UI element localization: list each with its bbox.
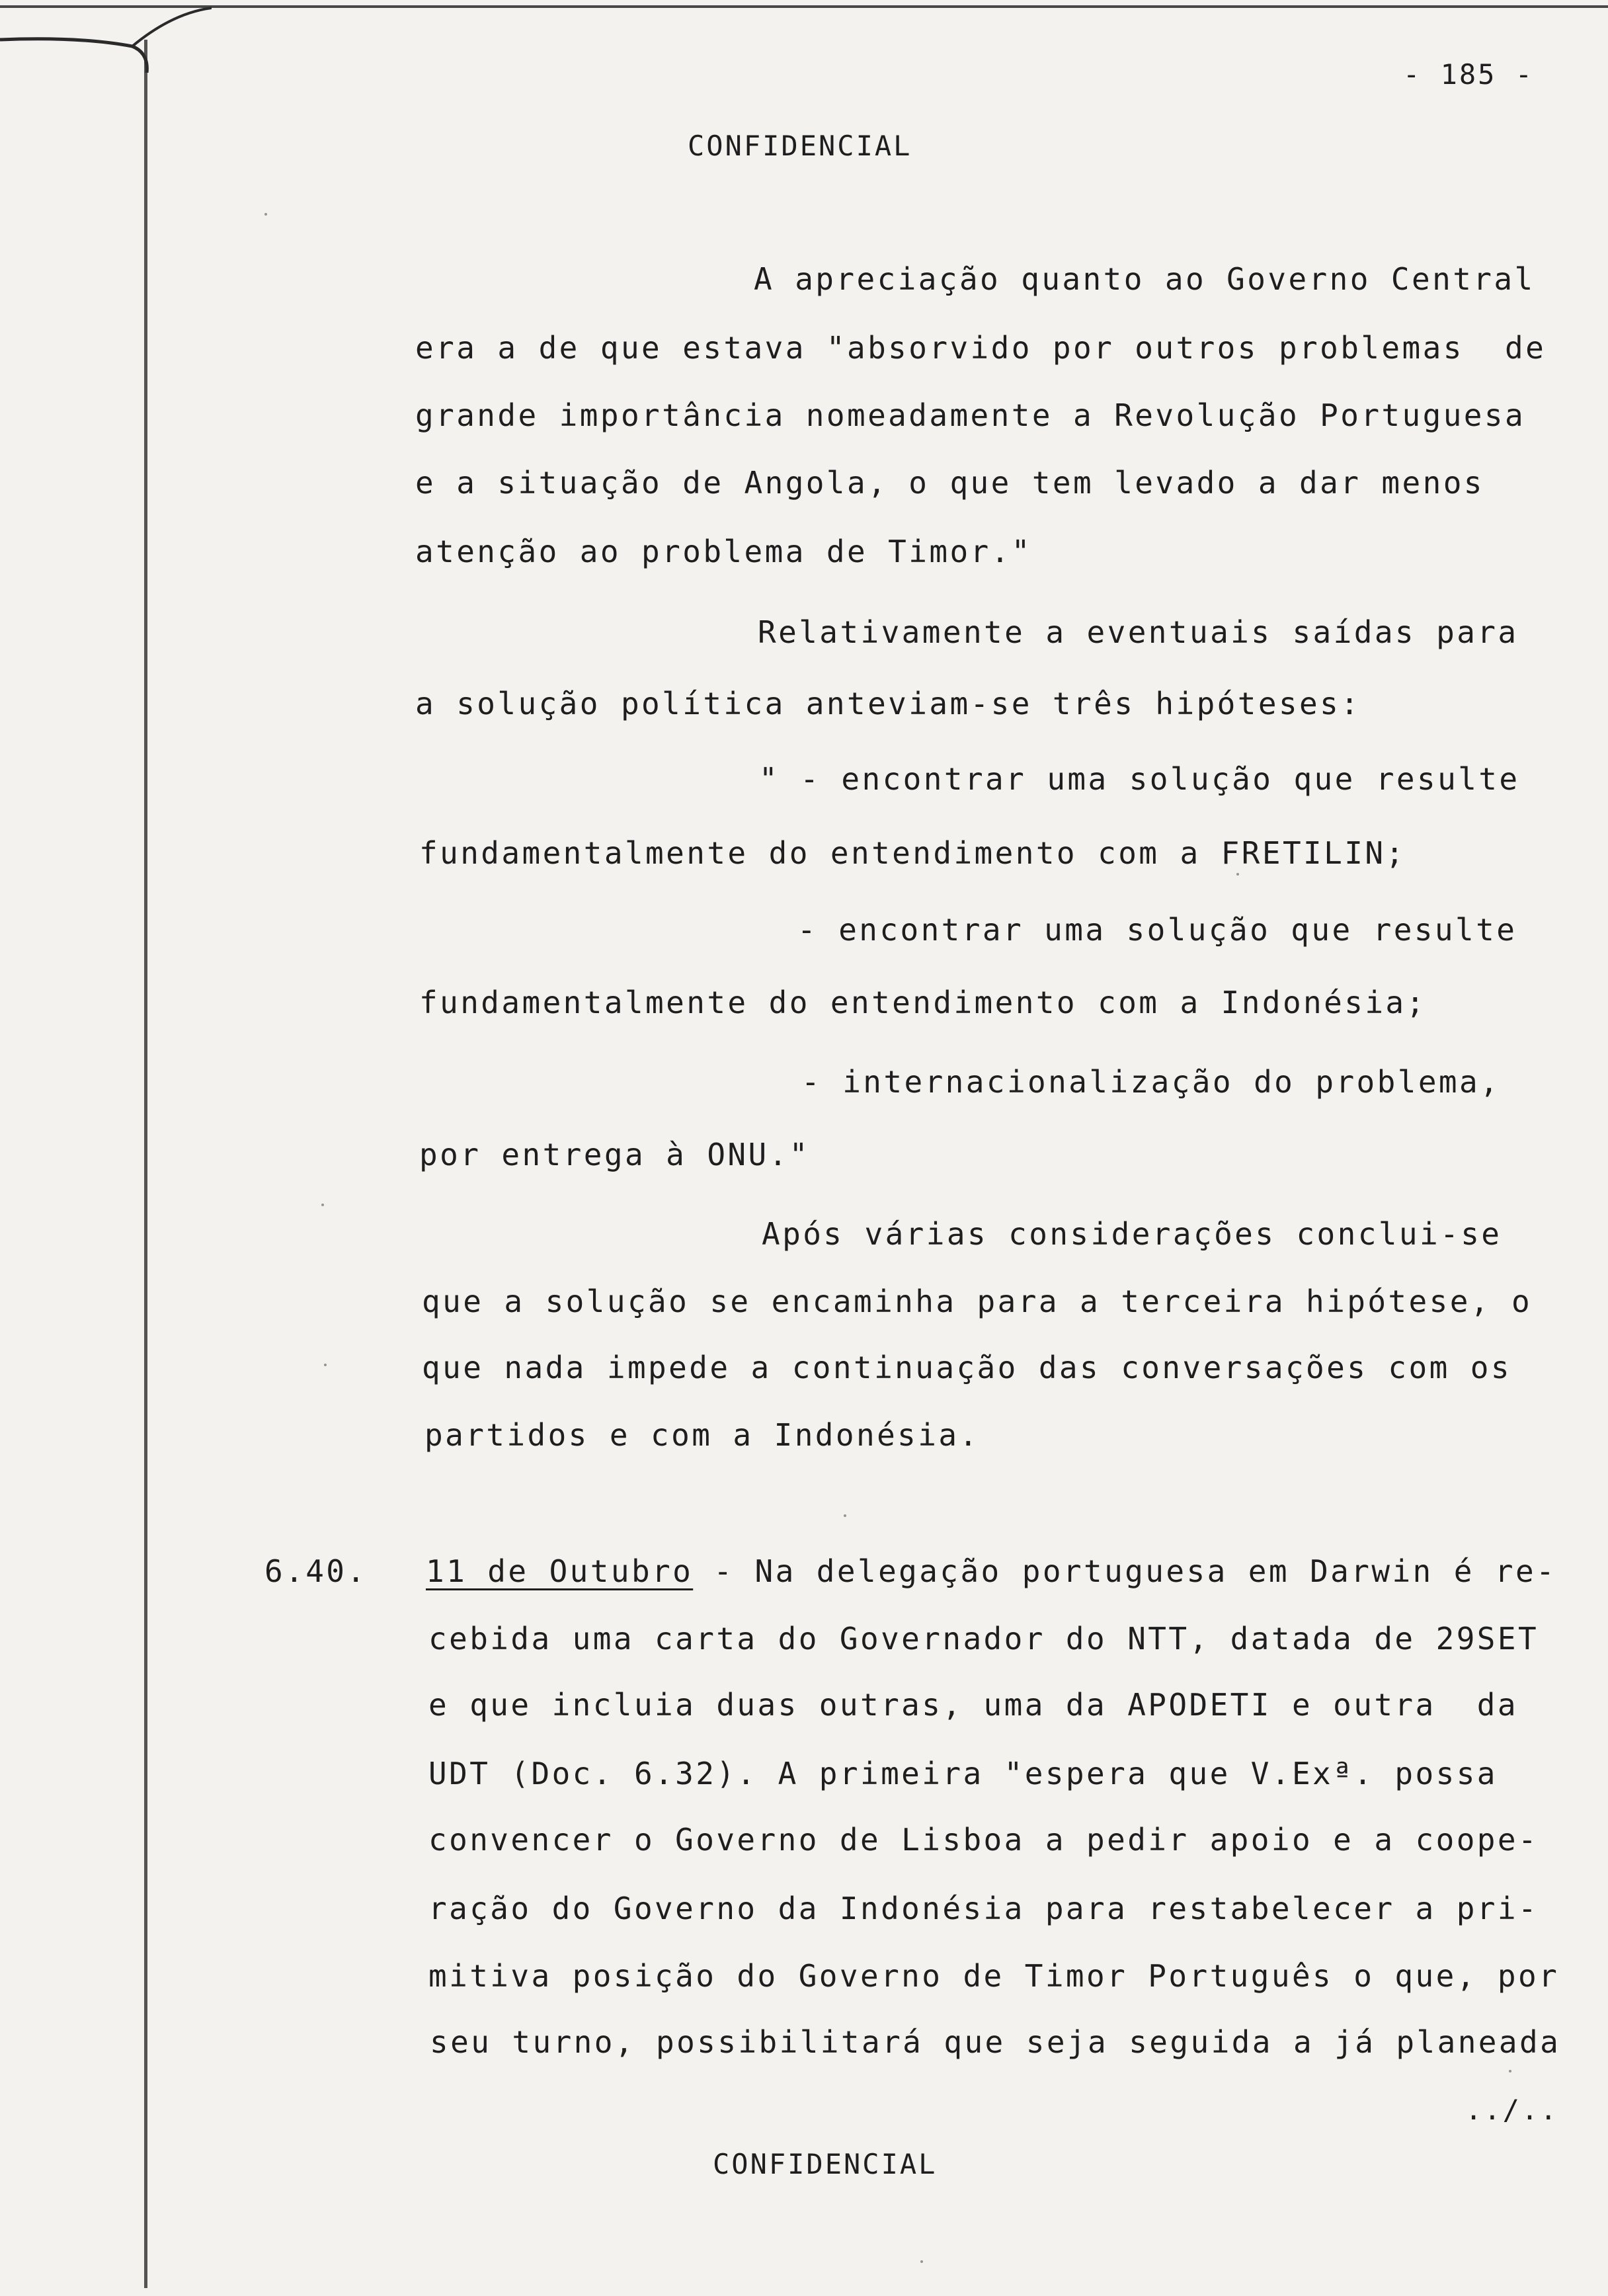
text-line: - encontrar uma solução que resulte bbox=[797, 912, 1517, 948]
section-number: 6.40. bbox=[264, 1553, 368, 1589]
binding-edge bbox=[144, 40, 147, 2288]
page-edge-curve bbox=[0, 0, 212, 73]
classification-top: CONFIDENCIAL bbox=[688, 130, 912, 162]
text-line: - internacionalização do problema, bbox=[801, 1064, 1501, 1100]
text-line: que a solução se encaminha para a terceira hipótese, o bbox=[422, 1284, 1533, 1319]
text-line: ração do Governo da Indonésia para restabelecer a pri- bbox=[428, 1891, 1539, 1926]
text-line: cebida uma carta do Governador do NTT, datada de 29SET bbox=[428, 1621, 1539, 1657]
text-line: fundamentalmente do entendimento com a FRETILIN; bbox=[419, 835, 1406, 871]
text-line: fundamentalmente do entendimento com a Indonésia; bbox=[419, 985, 1427, 1020]
scan-speck bbox=[920, 2260, 923, 2263]
scan-speck bbox=[1509, 2070, 1511, 2072]
text-line: e que incluia duas outras, uma da APODETI e outra da bbox=[428, 1687, 1518, 1723]
text-line: por entrega à ONU." bbox=[419, 1137, 810, 1172]
section-first-line bbox=[426, 1551, 1556, 1591]
scan-speck bbox=[264, 213, 267, 216]
text-line: partidos e com a Indonésia. bbox=[424, 1417, 980, 1453]
text-line: A apreciação quanto ao Governo Central bbox=[754, 261, 1535, 297]
scan-speck bbox=[321, 1204, 324, 1206]
text-line: atenção ao problema de Timor." bbox=[415, 534, 1032, 569]
section-first-line-rest: - Na delegação portuguesa em Darwin é re- bbox=[693, 1553, 1557, 1589]
page-number: - 185 - bbox=[1403, 58, 1535, 91]
text-line: que nada impede a continuação das conversações com os bbox=[422, 1350, 1511, 1385]
text-line: a solução política anteviam-se três hipóteses: bbox=[415, 686, 1361, 721]
scan-speck bbox=[844, 1514, 846, 1517]
top-edge-rule bbox=[0, 5, 1608, 8]
text-line: convencer o Governo de Lisboa a pedir apoio e a coope- bbox=[428, 1822, 1539, 1858]
text-line: e a situação de Angola, o que tem levado a dar menos bbox=[415, 465, 1484, 501]
continuation-mark: ../.. bbox=[1465, 2094, 1559, 2126]
text-line: Relativamente a eventuais saídas para bbox=[758, 614, 1519, 650]
text-line: era a de que estava "absorvido por outros problemas de bbox=[415, 330, 1547, 366]
text-line: grande importância nomeadamente a Revolução Portuguesa bbox=[415, 397, 1526, 433]
text-line: Após várias considerações conclui-se bbox=[762, 1216, 1502, 1252]
scan-speck bbox=[324, 1364, 327, 1366]
text-line: " - encontrar uma solução que resulte bbox=[759, 761, 1520, 797]
section-date-heading: 11 de Outubro bbox=[426, 1553, 694, 1589]
text-line: UDT (Doc. 6.32). A primeira "espera que V.Exª. possa bbox=[428, 1756, 1498, 1791]
classification-bottom: CONFIDENCIAL bbox=[713, 2148, 938, 2180]
text-line: seu turno, possibilitará que seja seguida a já planeada bbox=[430, 2024, 1561, 2060]
text-line: mitiva posição do Governo de Timor Português o que, por bbox=[428, 1958, 1560, 1994]
scan-speck bbox=[1236, 873, 1239, 876]
